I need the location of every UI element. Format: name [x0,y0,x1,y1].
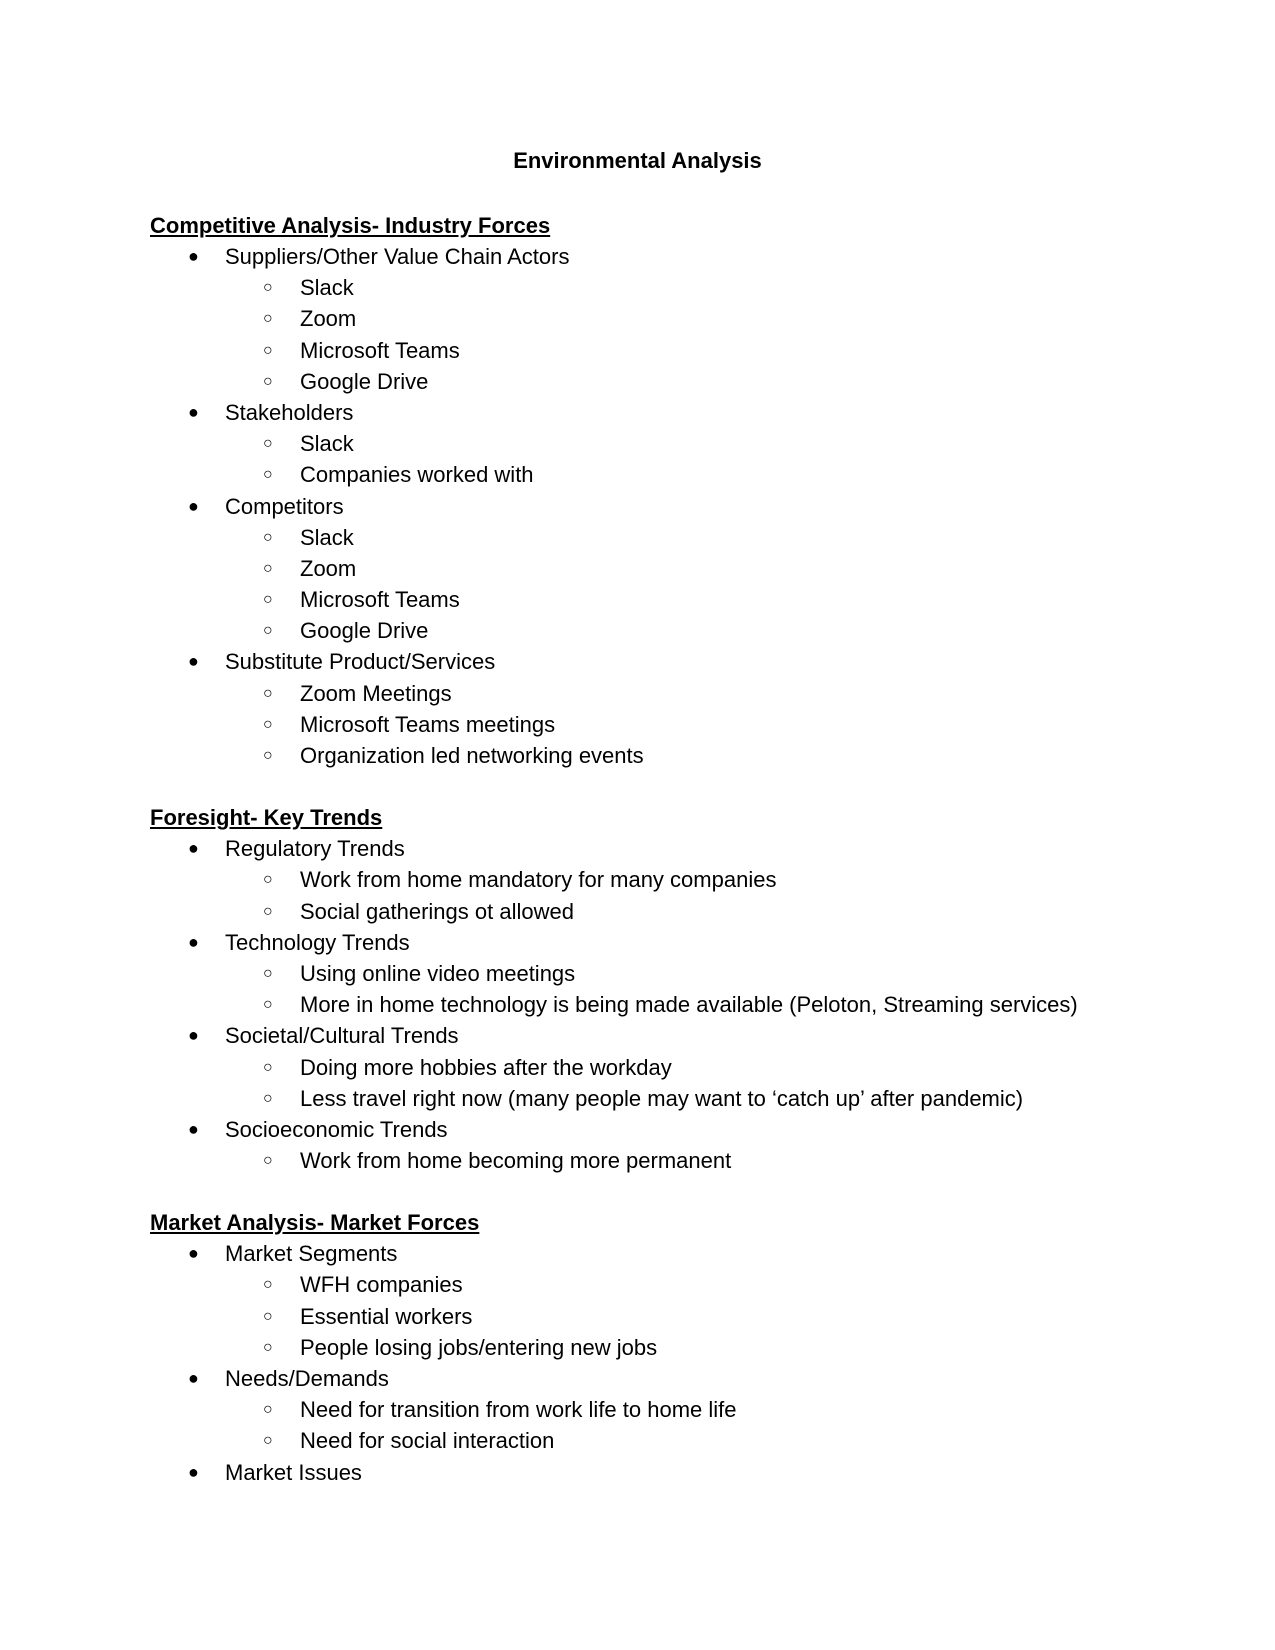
list-item [150,1457,1150,1488]
sub-list-item [150,553,1150,584]
hollow-bullet-icon: ○ [263,310,273,328]
list-item [150,1238,1150,1269]
hollow-bullet-icon: ○ [263,902,273,920]
hollow-bullet-icon: ○ [263,279,273,297]
hollow-bullet-icon: ○ [263,996,273,1014]
sub-list-item-label: Slack [300,275,354,301]
list-item [150,397,1150,428]
bullet-icon: ● [188,838,199,859]
sub-list-item [150,1425,1150,1456]
hollow-bullet-icon: ○ [263,1432,273,1450]
sub-list-item-label: Microsoft Teams meetings [300,711,556,737]
sub-list-item-label: Zoom [300,555,357,581]
hollow-bullet-icon: ○ [263,372,273,390]
bullet-icon: ● [188,401,199,422]
section-heading: Competitive Analysis- Industry Forces [150,213,551,238]
sub-list-item [150,1332,1150,1363]
sub-list-item [150,584,1150,615]
list-item [150,1363,1150,1394]
hollow-bullet-icon: ○ [263,1058,273,1076]
hollow-bullet-icon: ○ [263,1338,273,1356]
section [150,802,1150,1176]
section [150,1207,1150,1488]
sub-list-item-label: Less travel right now (many people may want to ‘catch up’ after pandemic) [300,1085,1024,1111]
list-item-label: Substitute Product/Services [225,649,496,675]
sub-list-item-label: Work from home becoming more permanent [300,1148,732,1174]
bullet-icon: ● [188,1025,199,1046]
hollow-bullet-icon: ○ [263,1276,273,1294]
sub-list-item [150,459,1150,490]
list-item-label: Socioeconomic Trends [225,1116,448,1142]
list-item-label: Regulatory Trends [225,836,405,862]
hollow-bullet-icon: ○ [263,964,273,982]
sub-list-item-label: More in home technology is being made available (Peloton, Streaming services) [300,992,1078,1018]
hollow-bullet-icon: ○ [263,871,273,889]
sub-list-item-label: Organization led networking events [300,743,644,768]
list-item [150,927,1150,958]
hollow-bullet-icon: ○ [263,622,273,640]
hollow-bullet-icon: ○ [263,466,273,484]
hollow-bullet-icon: ○ [263,684,273,702]
bullet-icon: ● [188,651,199,672]
list-item-label: Stakeholders [225,399,354,425]
sub-list-item [150,1052,1150,1083]
section-heading: Foresight- Key Trends [150,805,383,831]
section-gap [150,771,1150,802]
bullet-icon: ● [188,1368,199,1388]
sub-list-item-label: Slack [300,431,354,457]
bullet-icon: ● [188,1118,199,1139]
hollow-bullet-icon: ○ [263,747,273,764]
bullet-icon: ● [188,495,199,516]
sub-list-item [150,709,1150,740]
hollow-bullet-icon: ○ [263,591,273,609]
sub-list-item [150,522,1150,553]
sub-list-item-label: Zoom [300,306,357,332]
hollow-bullet-icon: ○ [263,715,273,733]
sub-list-item [150,1269,1150,1300]
list-item [150,1020,1150,1051]
sub-list-item-label: Google Drive [300,368,429,394]
list-item [150,491,1150,522]
section [150,210,1150,771]
sub-list-item-label: Using online video meetings [300,960,576,986]
list-item-label: Technology Trends [225,929,410,955]
sub-list-item [150,989,1150,1020]
sub-list-item [150,272,1150,303]
sub-list-item-label: Companies worked with [300,462,534,488]
sub-list-item [150,1301,1150,1332]
sub-list-item [150,958,1150,989]
list-item [150,833,1150,864]
sub-list-item-label: Microsoft Teams [300,587,460,613]
sub-list-item [150,896,1150,927]
sub-list-item [150,678,1150,709]
sub-list-item [150,1394,1150,1425]
sub-list-item-label: Slack [300,524,354,550]
list-item-label: Market Segments [225,1241,398,1267]
list-item [150,646,1150,677]
sub-list-item-label: Social gatherings ot allowed [300,898,574,924]
list-item [150,1114,1150,1145]
hollow-bullet-icon: ○ [263,341,273,359]
bullet-icon: ● [188,1461,199,1482]
bullet-icon: ● [188,246,199,266]
sub-list-item-label: People losing jobs/entering new jobs [300,1334,658,1360]
list-item-label: Suppliers/Other Value Chain Actors [225,244,570,269]
hollow-bullet-icon: ○ [263,559,273,577]
hollow-bullet-icon: ○ [263,1089,273,1107]
sub-list-item [150,864,1150,895]
sub-list-item-label: Doing more hobbies after the workday [300,1054,672,1080]
document-body [150,210,1150,1488]
sub-list-item [150,428,1150,459]
sub-list-item-label: Essential workers [300,1303,473,1329]
bullet-icon: ● [188,931,199,952]
sub-list-item-label: Zoom Meetings [300,680,452,706]
sub-list-item-label: Google Drive [300,618,429,644]
sub-list-item [150,1083,1150,1114]
sub-list-item [150,366,1150,397]
sub-list-item [150,740,1150,771]
sub-list-item-label: Microsoft Teams [300,337,460,363]
list-item-label: Competitors [225,493,344,519]
list-item-label: Market Issues [225,1459,362,1485]
sub-list-item-label: WFH companies [300,1272,463,1298]
sub-list-item-label: Need for social interaction [300,1428,555,1454]
sub-list-item [150,615,1150,646]
list-item [150,241,1150,272]
hollow-bullet-icon: ○ [263,1401,273,1419]
hollow-bullet-icon: ○ [263,1152,273,1170]
bullet-icon: ● [188,1243,199,1264]
sub-list-item [150,1145,1150,1176]
sub-list-item [150,303,1150,334]
hollow-bullet-icon: ○ [263,435,273,453]
list-item-label: Needs/Demands [225,1366,389,1391]
sub-list-item [150,335,1150,366]
document-title: Environmental Analysis [513,148,762,173]
hollow-bullet-icon: ○ [263,528,273,546]
sub-list-item-label: Need for transition from work life to home life [300,1397,737,1423]
hollow-bullet-icon: ○ [263,1307,273,1325]
list-item-label: Societal/Cultural Trends [225,1023,459,1049]
section-gap [150,1176,1150,1207]
section-heading: Market Analysis- Market Forces [150,1210,480,1236]
sub-list-item-label: Work from home mandatory for many companies [300,867,777,893]
